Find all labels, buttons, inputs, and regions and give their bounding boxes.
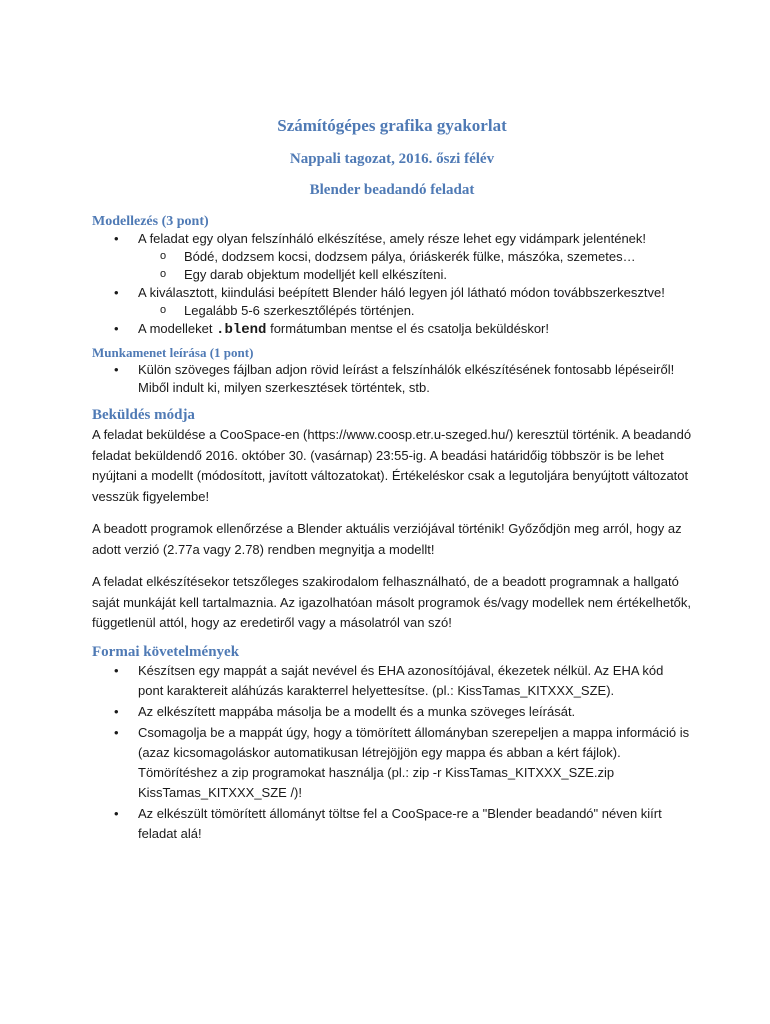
section-heading-modellezes: Modellezés (3 pont) [92, 214, 209, 229]
paragraph: A beadott programok ellenőrzése a Blender aktuális verziójával történik! Győződjön meg arról, hogy az adott verzió (2.77a vagy 2.78) rendben megnyitja a modellt! [92, 521, 682, 557]
document-page [92, 112, 692, 845]
modellezes-list [92, 230, 692, 339]
munkamenet-list [92, 361, 692, 397]
sub-list [138, 302, 692, 320]
list-item [92, 284, 692, 320]
list-item-text: A feladat egy olyan felszínháló elkészítése, amely része lehet egy vidámpark jelentének! [138, 231, 647, 246]
list-item: • Az elkészült tömörített állományt töltse fel a CooSpace-re a "Blender beadandó" néven kiírt feladat alá! [92, 804, 692, 844]
paragraph: A feladat elkészítésekor tetszőleges szakirodalom felhasználható, de a beadott programnak a hallgató saját munkáját kell tartalmaznia. Az igazolhatóan másolt programok és/vagy modellek nem értékelhetők, függetlenül attól, hogy az eredetiről vagy a másolatról van szó! [92, 574, 692, 630]
list-item-text: A kiválasztott, kiindulási beépített Blender háló legyen jól látható módon továbbszerkesztve! [138, 285, 665, 300]
section-heading-formai: Formai követelmények [92, 643, 240, 660]
sub-list [138, 248, 692, 284]
list-item: • Készítsen egy mappát a saját nevével és EHA azonosítójával, ékezetek nélkül. Az EHA kód pont karaktereit aláhúzás karakterrel helyettesítse. (pl.: KissTamas_KITXXX_SZE). [92, 661, 692, 701]
list-item [92, 230, 692, 284]
paragraph: A feladat beküldése a CooSpace-en (https://www.coosp.etr.u-szeged.hu/) keresztül történik. A beadandó feladat beküldendő 2016. október 30. (vasárnap) 23:55-ig. A beadási határidőig többször is be lehet nyújtani a modellt (módosított, javított változatokat). Értékeléskor csak a legutoljára benyújtott változatot vesszük figyelembe! [92, 427, 692, 504]
assignment-title: Blender beadandó feladat [309, 182, 475, 198]
list-item [92, 320, 692, 339]
list-item: • Külön szöveges fájlban adjon rövid leírást a felszínhálók elkészítésének fontosabb lépéseiről! Miből indult ki, milyen szerkesztések történtek, stb. [92, 361, 692, 397]
section-heading-bekuldes: Beküldés módja [92, 407, 195, 423]
sub-list-item: o Legalább 5-6 szerkesztőlépés történjen. [92, 302, 692, 320]
list-item: • Az elkészített mappába másolja be a modellt és a munka szöveges leírását. [92, 702, 692, 722]
list-item: • Csomagolja be a mappát úgy, hogy a tömörített állományban szerepeljen a mappa információ is (azaz kicsomagoláskor automatikusan létrejöjjön egy mappa és abban a kért fájlok). Tömörítéshez a zip programokat használja (pl.: zip -r KissTamas_KITXXX_SZE.zip KissTamas_KITXXX_SZE /)! [92, 723, 692, 803]
list-item-text: A modelleket [138, 321, 217, 336]
page-subtitle: Nappali tagozat, 2016. őszi félév [289, 151, 495, 167]
blend-format-code: .blend [216, 322, 267, 338]
list-item-text: formátumban mentse el és csatolja beküldéskor! [266, 321, 549, 336]
page-title: Számítógépes grafika gyakorlat [277, 116, 507, 135]
sub-list-item: o Egy darab objektum modelljét kell elkészíteni. [92, 266, 692, 284]
section-heading-munkamenet: Munkamenet leírása (1 pont) [92, 345, 254, 360]
sub-list-item: o Bódé, dodzsem kocsi, dodzsem pálya, óriáskerék fülke, mászóka, szemetes… [92, 248, 692, 266]
formai-list [92, 661, 692, 844]
